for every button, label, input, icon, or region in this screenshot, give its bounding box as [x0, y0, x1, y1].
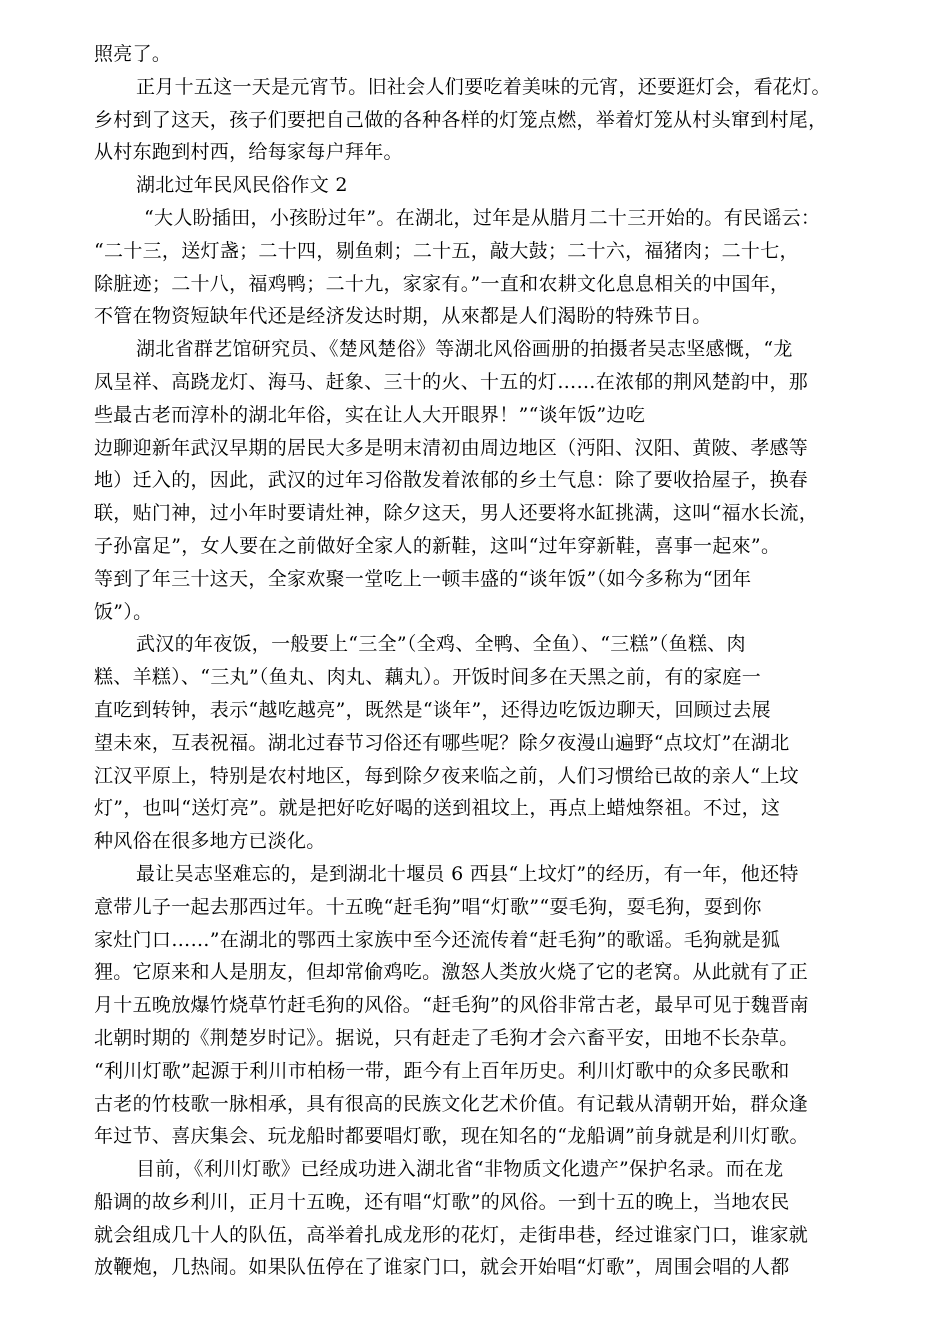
- text-line: 些最古老而淳朴的湖北年俗，实在让人大开眼界！”“谈年饭”边吃: [94, 403, 646, 426]
- text-line: 家灶门口……”在湖北的鄂西土家族中至今还流传着“赶毛狗”的歌谣。毛狗就是狐: [94, 928, 781, 951]
- text-line: 乡村到了这天，孩子们要把自己做的各种各样的灯笼点燃，举着灯笼从村头窜到村尾，: [94, 108, 828, 131]
- text-line: 意带儿子一起去那西过年。十五晚“赶毛狗”唱“灯歌”“耍毛狗，耍毛狗，耍到你: [94, 895, 762, 918]
- text-line: 狸。它原来和人是朋友，但却常偷鸡吃。激怒人类放火烧了它的老窝。从此就有了正: [94, 961, 809, 984]
- text-line: “二十三，送灯盏；二十四，剔鱼刺；二十五，敲大鼓；二十六，福猪肉；二十七，: [94, 239, 799, 262]
- text-line: 正月十五这一天是元宵节。旧社会人们要吃着美味的元宵，还要逛灯会，看花灯。: [136, 75, 831, 98]
- text-line: 就会组成几十人的队伍，高举着扎成龙形的花灯，走街串巷，经过谁家门口，谁家就: [94, 1223, 809, 1246]
- section-heading: 湖北过年民风民俗作文 2: [136, 174, 348, 197]
- text-line: 北朝时期的《荆楚岁时记》。据说，只有赶走了毛狗才会六畜平安，田地不长杂草。: [94, 1026, 799, 1049]
- text-line: 等到了年三十这天，全家欢聚一堂吃上一顿丰盛的“谈年饭”（如今多称为“团年: [94, 567, 752, 590]
- text-line: 糕、羊糕）、“三丸”（鱼丸、肉丸、藕丸）。开饭时间多在天黑之前，有的家庭一: [94, 666, 762, 689]
- text-line: 不管在物资短缺年代还是经济发达时期，从來都是人们渴盼的特殊节日。: [94, 305, 712, 328]
- text-line: 种风俗在很多地方已淡化。: [94, 830, 326, 853]
- text-line: 湖北省群艺馆研究员、《楚风楚俗》等湖北风俗画册的拍摄者吴志坚感慨，“龙: [136, 338, 793, 361]
- text-line: 古老的竹枝歌一脉相承，具有很高的民族文化艺术价值。有记载从清朝开始，群众逢: [94, 1092, 809, 1115]
- text-line: 饭”）。: [94, 600, 153, 623]
- text-line: 从村东跑到村西，给每家每户拜年。: [94, 141, 403, 164]
- text-line: 除脏迹；二十八，福鸡鸭；二十九，家家有。”一直和农耕文化息息相关的中国年，: [94, 272, 790, 295]
- text-line: 望未來，互表祝福。湖北过春节习俗还有哪些呢？除夕夜漫山遍野“点坟灯”在湖北: [94, 731, 790, 754]
- text-line: 年过节、喜庆集会、玩龙船时都要唱灯歌，现在知名的“龙船调”前身就是利川灯歌。: [94, 1125, 809, 1148]
- text-line: 子孙富足”，女人要在之前做好全家人的新鞋，这叫“过年穿新鞋，喜事一起來”。: [94, 534, 781, 557]
- text-line: 江汉平原上，特别是农村地区，每到除夕夜来临之前，人们习惯给已故的亲人“上坟: [94, 764, 799, 787]
- text-line: 最让吴志坚难忘的，是到湖北十堰员 6 西县“上坟灯”的经历，有一年，他还特: [136, 862, 799, 885]
- text-line: 灯”，也叫“送灯亮”。就是把好吃好喝的送到祖坟上，再点上蜡烛祭祖。不过，这: [94, 797, 781, 820]
- text-line: 地）迁入的，因此，武汉的过年习俗散发着浓郁的乡土气息：除了要收拾屋子，换春: [94, 469, 809, 492]
- text-line: 放鞭炮，几热闹。如果队伍停在了谁家门口，就会开始唱“灯歌”，周围会唱的人都: [94, 1256, 790, 1279]
- text-line: 直吃到转钟，表示“越吃越亮”，既然是“谈年”，还得边吃饭边聊天，回顾过去展: [94, 698, 771, 721]
- text-line: 联，贴门神，过小年时要请灶神，除夕这天，男人还要将水缸挑满，这叫“福水长流，: [94, 502, 819, 525]
- text-line: 船调的故乡利川，正月十五晚，还有唱“灯歌”的风俗。一到十五的晚上，当地农民: [94, 1190, 790, 1213]
- text-line: 照亮了。: [94, 43, 172, 65]
- text-line: “利川灯歌”起源于利川市柏杨一带，距今有上百年历史。利川灯歌中的众多民歌和: [94, 1059, 790, 1082]
- text-line: 边聊迎新年武汉早期的居民大多是明末清初由周边地区（沔阳、汉阳、黄陂、孝感等: [94, 436, 809, 459]
- text-line: 武汉的年夜饭，一般要上“三全”（全鸡、全鸭、全鱼）、“三糕”（鱼糕、肉: [136, 633, 746, 656]
- text-line: 目前，《利川灯歌》已经成功进入湖北省“非物质文化遗产”保护名录。而在龙: [136, 1158, 784, 1181]
- text-line: “大人盼插田，小孩盼过年”。在湖北，过年是从腊月二十三开始的。有民谣云：: [144, 206, 821, 229]
- text-line: 凤呈祥、高跷龙灯、海马、赶象、三十的火、十五的灯……在浓郁的荆风楚韵中，那: [94, 370, 809, 393]
- text-line: 月十五晚放爆竹烧草竹赶毛狗的风俗。“赶毛狗”的风俗非常古老，最早可见于魏晋南: [94, 994, 809, 1017]
- document-body: [94, 38, 874, 1284]
